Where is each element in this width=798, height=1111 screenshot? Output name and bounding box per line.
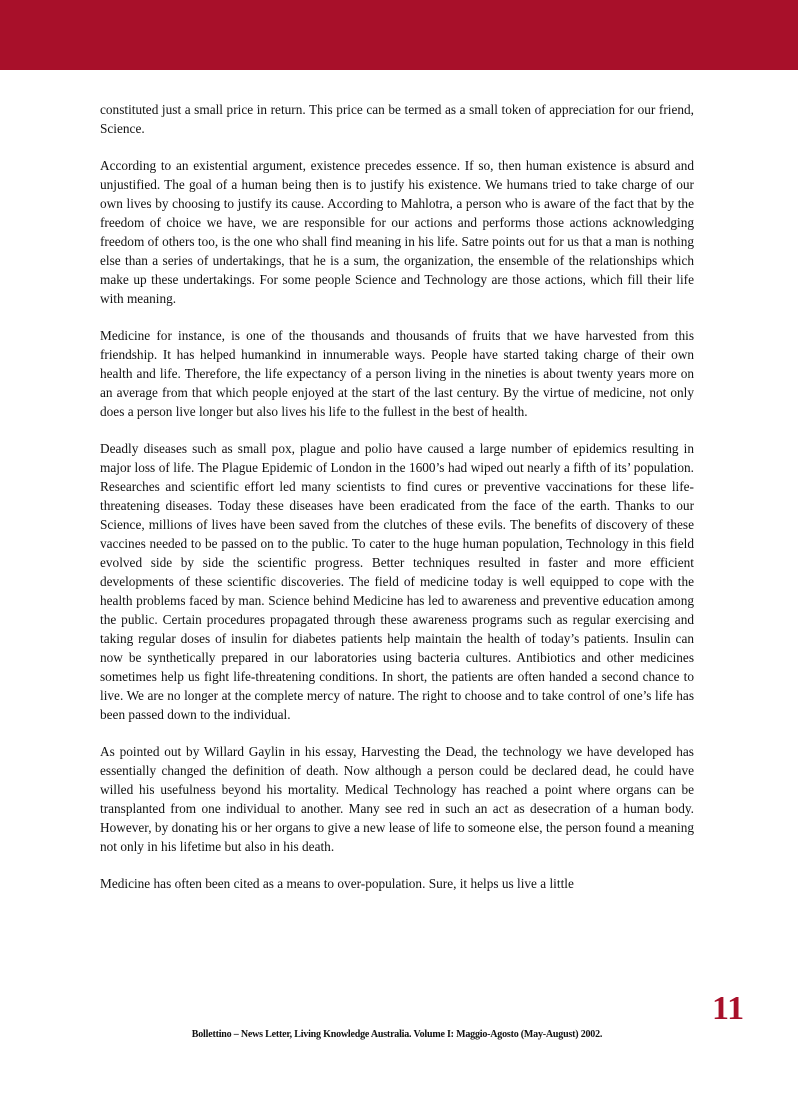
paragraph: Medicine for instance, is one of the thousands and thousands of fruits that we have harvested from this friendship. It has helped humankind in innumerable ways. People have started taking charge of their own health and life. Therefore, the life expectancy of a person living in the nineties is about twenty years more on an average from that which people enjoyed at the start of the last century. By the virtue of medicine, not only does a person live longer but also lives his life to the fullest in the best of health.: [100, 328, 694, 419]
paragraph: As pointed out by Willard Gaylin in his essay, Harvesting the Dead, the technology we have developed has essentially changed the definition of death. Now although a person could be declared dead, he could have willed his usefulness beyond his mortality. Medical Technology has reached a point where organs can be transplanted from one individual to another. Many see red in such an act as desecration of a human body. However, by donating his or her organs to give a new lease of life to someone else, the person found a meaning not only in his lifetime but also in his death.: [100, 744, 694, 854]
paragraph: According to an existential argument, existence precedes essence. If so, then human existence is absurd and unjustified. The goal of a human being then is to justify his existence. We humans tried to take charge of our own lives by choosing to justify its cause. According to Mahlotra, a person who is aware of the fact that by the freedom of choice we have, we are responsible for our actions and performs those actions acknowledging freedom of others too, is the one who shall find meaning in his life. Satre points out for us that a man is nothing else than a series of undertakings, that he is a sum, the organization, the ensemble of the relationships which make up these undertakings. For some people Science and Technology are those actions, which fill their life with meaning.: [100, 158, 694, 306]
header-band: [0, 0, 798, 70]
page-number: 11: [712, 990, 745, 1027]
paragraph: Medicine has often been cited as a means to over-population. Sure, it helps us live a little: [100, 876, 574, 891]
paragraph: Deadly diseases such as small pox, plague and polio have caused a large number of epidemics resulting in major loss of life. The Plague Epidemic of London in the 1600’s had wiped out nearly a fifth of its’ population. Researches and scientific effort led many scientists to find cures or preventive vaccinations for these life-threatening diseases. Today these diseases have been eradicated from the face of the earth. Thanks to our Science, millions of lives have been saved from the clutches of these evils. The benefits of discovery of these vaccines needed to be passed on to the public. To cater to the huge human population, Technology in this field evolved side by side the scientific progress. Better techniques resulted in faster and more efficient developments of these scientific discoveries. The field of medicine today is well equipped to cope with the health problems faced by man. Science behind Medicine has led to awareness and preventive education among the public. Certain procedures propagated through these awareness programs such as regular exercising and taking regular doses of insulin for diabetes patients help maintain the health of today’s patients. Insulin can now be synthetically prepared in our laboratories using bacteria cultures. Antibiotics and other medicines sometimes help us fight life-threatening conditions. In short, the patients are often handed a second chance to live. We are no longer at the complete mercy of nature. The right to choose and to take control of one’s life has been passed down to the individual.: [100, 441, 694, 722]
footer-text: Bollettino – News Letter, Living Knowledge Australia. Volume I: Maggio-Agosto (May-August) 2002.: [191, 1029, 603, 1040]
paragraph: constituted just a small price in return. This price can be termed as a small token of appreciation for our friend, Science.: [100, 102, 694, 136]
article-body: [100, 100, 694, 911]
footer: [0, 1029, 798, 1040]
